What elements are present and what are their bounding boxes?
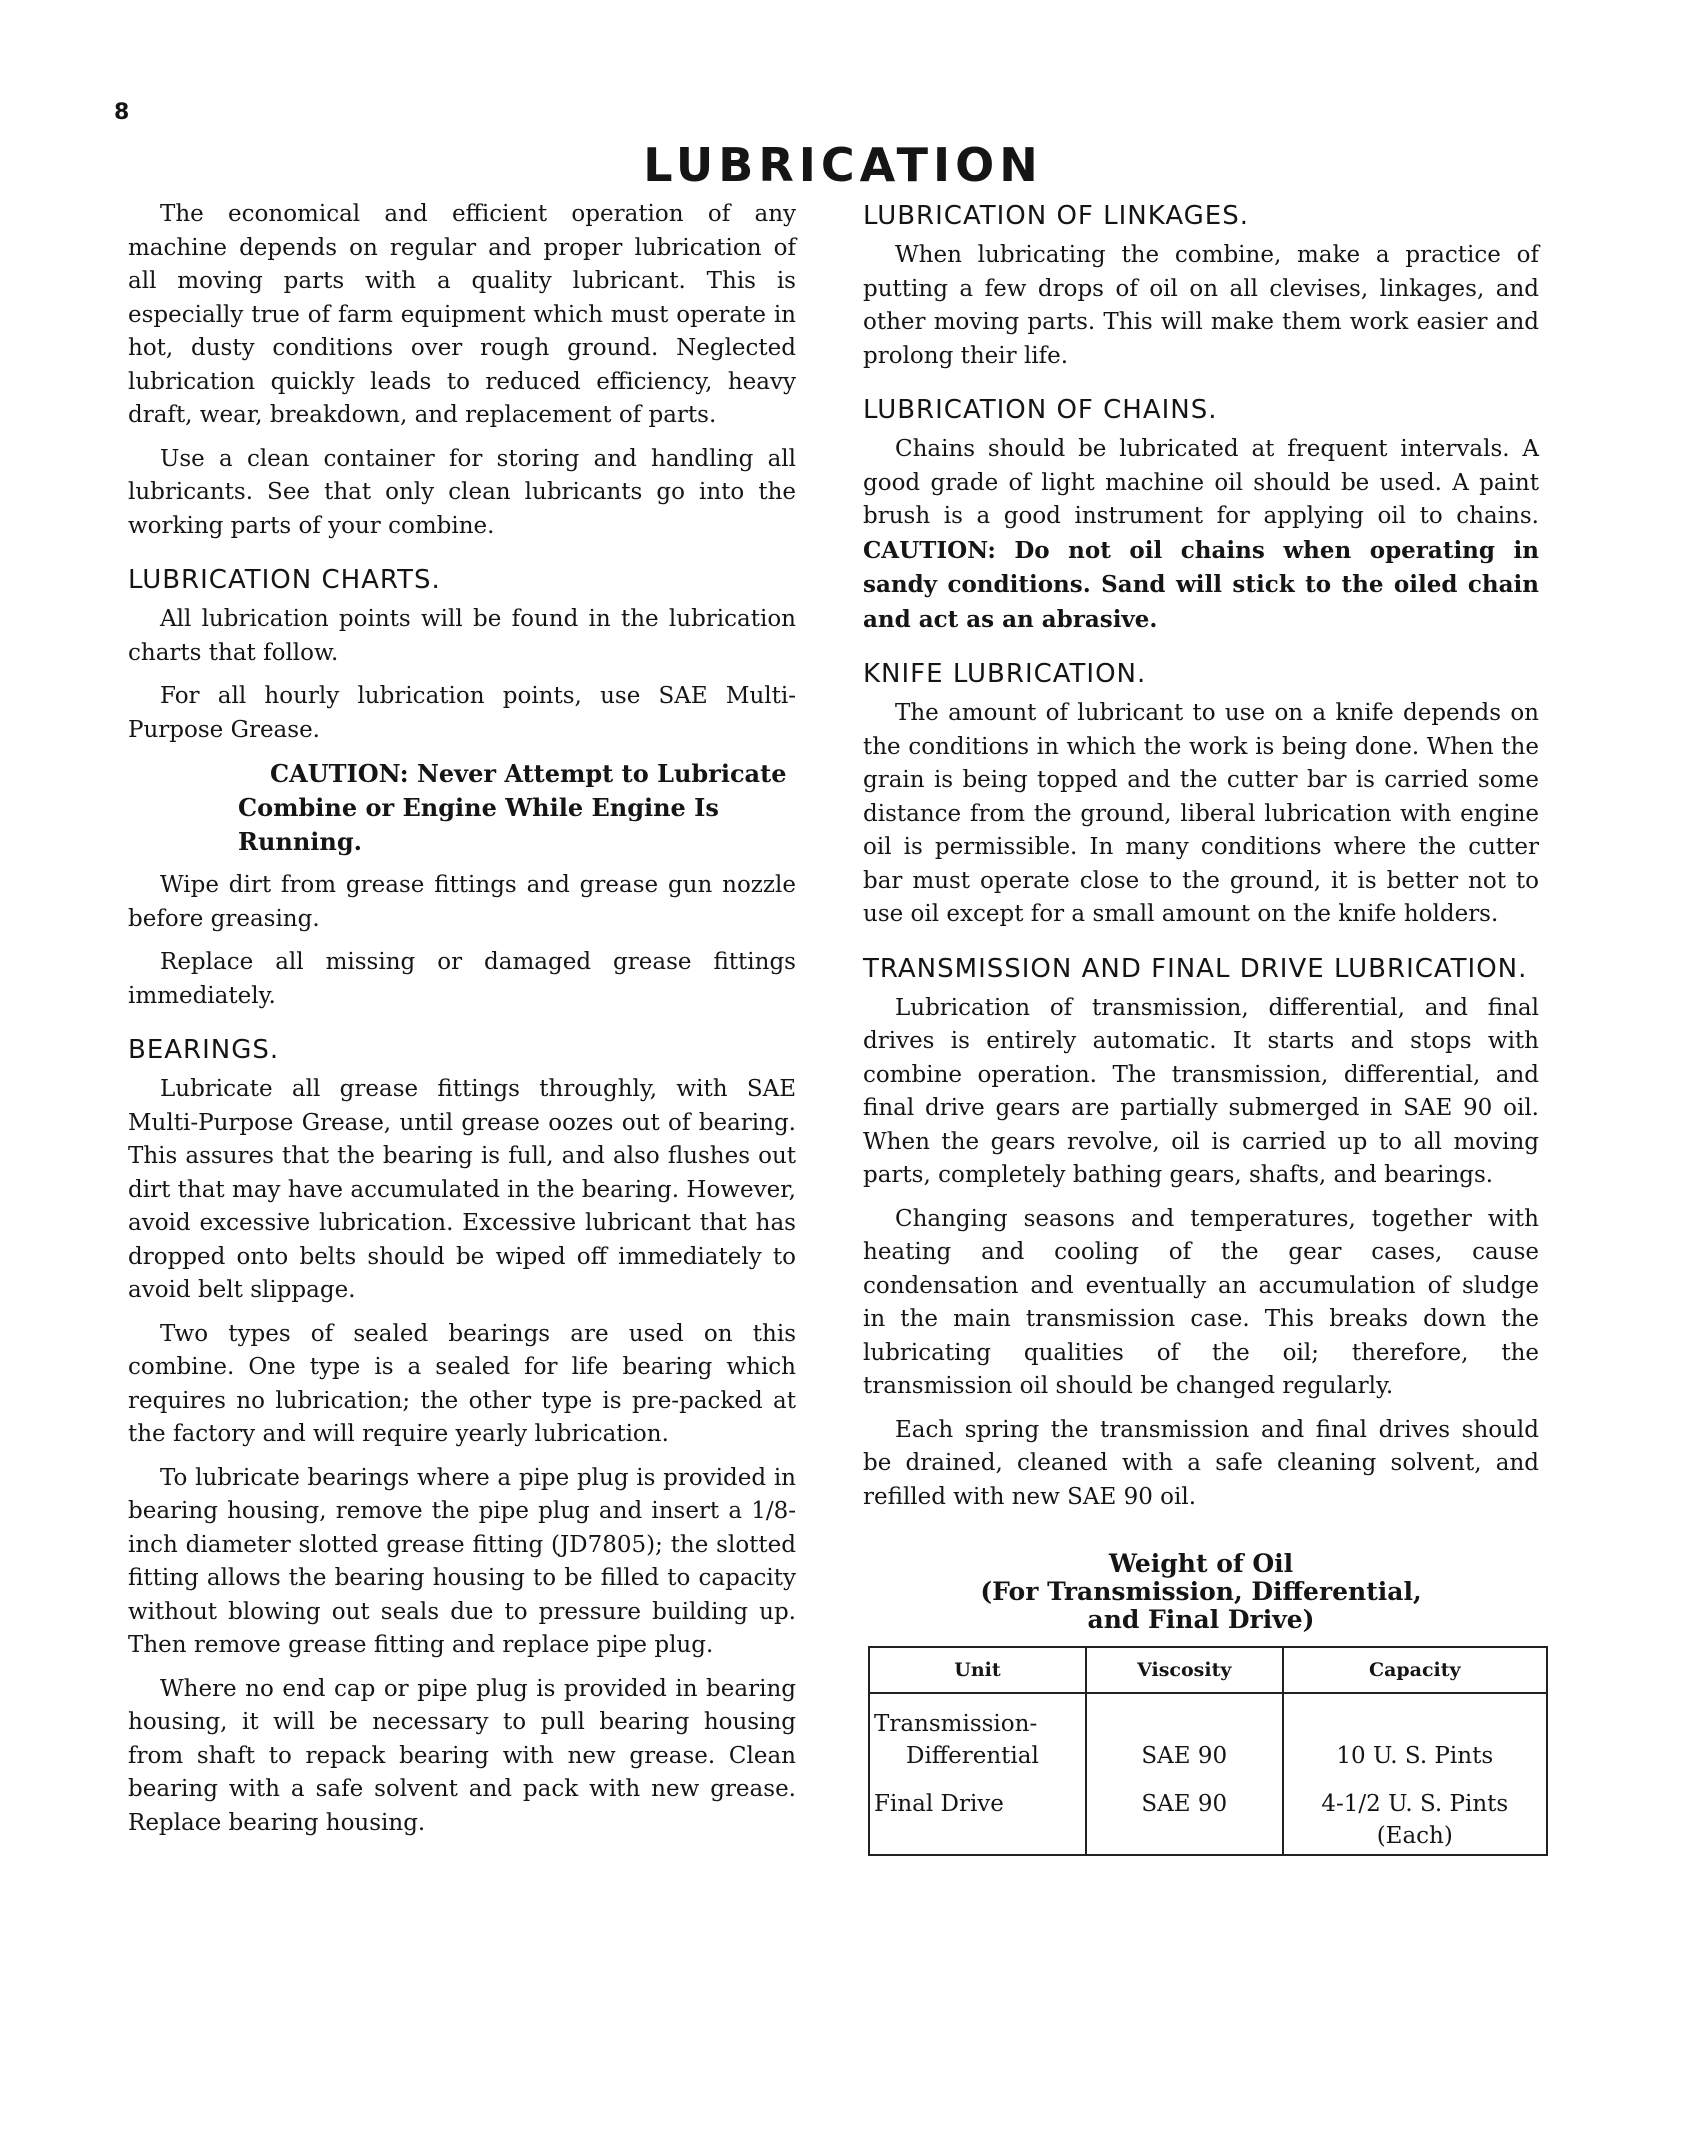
charts-paragraph-4: Replace all missing or damaged grease fittings immediately. [128,949,796,1009]
section-heading-transmission: TRANSMISSION AND FINAL DRIVE LUBRICATION. [863,953,1528,984]
right-column [863,201,1539,1856]
table-cell-viscosity: SAE 90 [1086,1693,1283,1774]
oil-table-title-line-2: (For Transmission, Differential, [980,1577,1422,1606]
oil-table-title [863,1550,1539,1634]
table-header-row [869,1647,1547,1693]
transmission-paragraph-1: Lubrication of transmission, differential, and final drives is entirely automatic. It starts and stops with combine operation. The transmission, differential, and final drive gears are partially submerged in SAE 90 oil. When the gears revolve, oil is carried up to all moving parts, completely bathing gears, shafts, and bearings. [863,994,1539,1188]
linkages-paragraph-1: When lubricating the combine, make a practice of putting a few drops of oil on all clevises, linkages, and other moving parts. This will make them work easier and prolong their life. [863,242,1539,369]
section-heading-bearings: BEARINGS. [128,1035,280,1065]
table-row [869,1774,1547,1855]
chains-caution: CAUTION: Do not oil chains when operating in sandy conditions. Sand will stick to the oiled chain and act as an abrasive. [863,536,1539,633]
table-row [869,1693,1547,1774]
capacity-line-2: (Each) [1376,1823,1453,1849]
capacity-line-1: 4-1/2 U. S. Pints [1321,1791,1509,1817]
section-heading-chains: LUBRICATION OF CHAINS. [863,395,1218,425]
intro-paragraph-2: Use a clean container for storing and handling all lubricants. See that only clean lubricants go into the working parts of your combine. [128,445,796,539]
column-header-unit: Unit [869,1647,1086,1693]
table-cell-capacity [1283,1774,1547,1855]
bearings-paragraph-3: To lubricate bearings where a pipe plug is provided in bearing housing, remove the pipe plug and insert a 1/8-inch diameter slotted grease fitting (JD7805); the slotted fitting allows the bearing housing to be filled to capacity without blowing out seals due to pressure building up. Then remove grease fitting and replace pipe plug. [128,1464,796,1658]
bearings-paragraph-1: Lubricate all grease fittings throughly, with SAE Multi-Purpose Grease, until grease oozes out of bearing. This assures that the bearing is full, and also flushes out dirt that may have accumulated in the bearing. However, avoid excessive lubrication. Excessive lubricant that has dropped onto belts should be wiped off immediately to avoid belt slippage. [128,1076,796,1303]
column-header-capacity: Capacity [1283,1647,1547,1693]
unit-line-1: Transmission- [874,1711,1038,1737]
section-heading-linkages: LUBRICATION OF LINKAGES. [863,201,1249,231]
table-cell-viscosity: SAE 90 [1086,1774,1283,1855]
unit-line-2: Differential [906,1743,1039,1769]
column-header-viscosity: Viscosity [1086,1647,1283,1693]
table-cell-unit: Final Drive [869,1774,1086,1855]
left-column [128,198,796,1850]
chains-text: Chains should be lubricated at frequent intervals. A good grade of light machine oil should be used. A paint brush is a good instrument for applying oil to chains. [863,436,1539,529]
section-heading-lubrication-charts: LUBRICATION CHARTS. [128,565,441,595]
table-cell-capacity: 10 U. S. Pints [1283,1693,1547,1774]
charts-paragraph-1: All lubrication points will be found in the lubrication charts that follow. [128,606,796,666]
transmission-paragraph-2: Changing seasons and temperatures, together with heating and cooling of the gear cases, cause condensation and eventually an accumulation of sludge in the main transmission case. This breaks down the lubricating qualities of the oil; therefore, the transmission oil should be changed regularly. [863,1205,1539,1399]
oil-weight-table [868,1646,1548,1856]
page-number: 8 [114,100,130,125]
bearings-paragraph-4: Where no end cap or pipe plug is provided in bearing housing, it will be necessary to pull bearing housing from shaft to repack bearing with new grease. Clean bearing with a safe solvent and pack with new grease. Replace bearing housing. [128,1675,796,1836]
table-cell-unit [869,1693,1086,1774]
page-title: LUBRICATION [643,138,1043,192]
chains-paragraph-1 [863,433,1539,637]
knife-paragraph-1: The amount of lubricant to use on a knife depends on the conditions in which the work is being done. When the grain is being topped and the cutter bar is carried some distance from the ground, liberal lubrication with engine oil is permissible. In many conditions where the cutter bar must operate close to the ground, it is better not to use oil except for a small amount on the knife holders. [863,700,1539,927]
section-heading-knife: KNIFE LUBRICATION. [863,659,1147,689]
bearings-paragraph-2: Two types of sealed bearings are used on this combine. One type is a sealed for life bearing which requires no lubrication; the other type is pre-packed at the factory and will require yearly lubrication. [128,1320,796,1447]
oil-table-title-line-3: and Final Drive) [1087,1605,1315,1634]
charts-paragraph-2: For all hourly lubrication points, use SAE Multi-Purpose Grease. [128,683,796,743]
intro-paragraph-1: The economical and efficient operation of any machine depends on regular and proper lubrication of all moving parts with a quality lubricant. This is especially true of farm equipment which must operate in hot, dusty conditions over rough ground. Neglected lubrication quickly leads to reduced efficiency, heavy draft, wear, breakdown, and replacement of parts. [128,201,796,428]
transmission-paragraph-3: Each spring the transmission and final drives should be drained, cleaned with a safe cleaning solvent, and refilled with new SAE 90 oil. [863,1416,1539,1510]
oil-table-title-line-1: Weight of Oil [1108,1549,1294,1578]
charts-paragraph-3: Wipe dirt from grease fittings and grease gun nozzle before greasing. [128,872,796,932]
charts-caution: CAUTION: Never Attempt to Lubricate Combine or Engine While Engine Is Running. [238,759,787,856]
